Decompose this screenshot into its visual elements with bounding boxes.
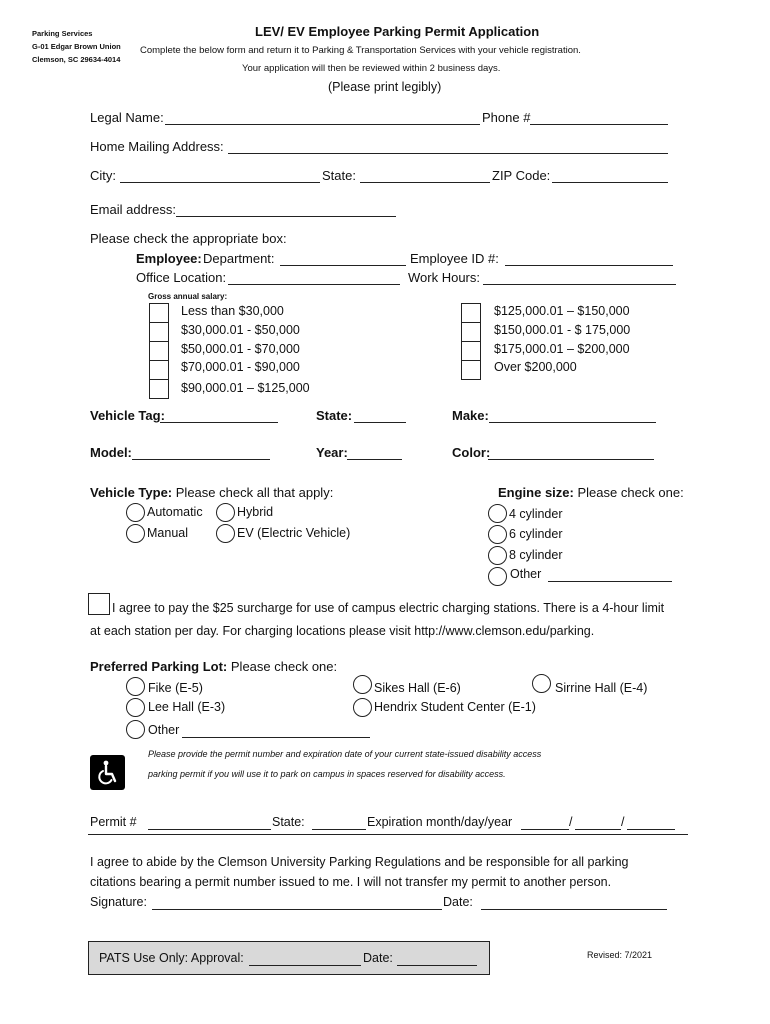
- lot-radio[interactable]: [532, 674, 551, 693]
- vehicle-type-option: EV (Electric Vehicle): [237, 526, 351, 540]
- signature-date-label: Date:: [443, 895, 473, 909]
- date-separator: /: [569, 815, 573, 829]
- salary-option: $70,000.01 - $90,000: [181, 360, 300, 374]
- phone-field[interactable]: [530, 124, 668, 125]
- salary-option: Over $200,000: [494, 360, 577, 374]
- salary-label: Gross annual salary:: [148, 292, 228, 301]
- vehicle-type-radio[interactable]: [126, 524, 145, 543]
- salary-checkbox[interactable]: [149, 379, 169, 399]
- color-label: Color:: [452, 445, 491, 460]
- engine-size-heading: [498, 485, 684, 500]
- engine-size-label: Engine size:: [498, 485, 574, 500]
- surcharge-checkbox[interactable]: [88, 593, 110, 615]
- phone-label: Phone #: [482, 110, 531, 125]
- lot-radio[interactable]: [353, 675, 372, 694]
- lot-option: Fike (E-5): [148, 681, 203, 695]
- salary-option: $175,000.01 – $200,000: [494, 342, 630, 356]
- lot-option: Sikes Hall (E-6): [374, 681, 461, 695]
- office-street: G-01 Edgar Brown Union: [32, 42, 121, 51]
- department-field[interactable]: [280, 265, 406, 266]
- office-city: Clemson, SC 29634-4014: [32, 55, 121, 64]
- vehicle-tag-label: Vehicle Tag:: [90, 408, 165, 423]
- vehicle-type-label: Vehicle Type:: [90, 485, 173, 500]
- pats-date-field[interactable]: [397, 965, 477, 966]
- lot-radio[interactable]: [126, 698, 145, 717]
- vehicle-type-radio[interactable]: [216, 524, 235, 543]
- employee-id-label: Employee ID #:: [410, 251, 499, 266]
- office-name: Parking Services: [32, 29, 93, 38]
- work-hours-field[interactable]: [483, 284, 676, 285]
- mailing-label: Home Mailing Address:: [90, 139, 224, 154]
- engine-other-field[interactable]: [548, 581, 672, 582]
- engine-radio[interactable]: [488, 504, 507, 523]
- regulations-text-2: citations bearing a permit number issued to me. I will not transfer my permit to another person.: [90, 875, 612, 889]
- regulations-text-1: I agree to abide by the Clemson University Parking Regulations and be responsible for all parking: [90, 855, 629, 869]
- permit-label: Permit #: [90, 815, 137, 829]
- engine-option: Other: [510, 567, 542, 581]
- check-box-instruction: Please check the appropriate box:: [90, 231, 287, 246]
- permit-state-field[interactable]: [312, 829, 366, 830]
- accessibility-icon: [90, 755, 125, 790]
- lot-option: Other: [148, 723, 180, 737]
- department-label: Department:: [203, 251, 275, 266]
- lot-option: Lee Hall (E-3): [148, 700, 226, 714]
- lot-other-field[interactable]: [182, 737, 370, 738]
- salary-checkbox[interactable]: [149, 341, 169, 361]
- vehicle-type-radio[interactable]: [216, 503, 235, 522]
- salary-option: $30,000.01 - $50,000: [181, 323, 300, 337]
- employee-id-field[interactable]: [505, 265, 673, 266]
- pats-approval-field[interactable]: [249, 965, 361, 966]
- engine-option: 8 cylinder: [509, 548, 563, 562]
- year-field[interactable]: [347, 459, 402, 460]
- instructions-2: Your application will then be reviewed within 2 business days.: [242, 63, 501, 74]
- employee-label: Employee:: [136, 251, 202, 266]
- vehicle-type-heading: [90, 485, 333, 500]
- engine-radio[interactable]: [488, 546, 507, 565]
- salary-option: $125,000.01 – $150,000: [494, 304, 630, 318]
- revised-date: Revised: 7/2021: [587, 950, 653, 960]
- lot-option: Sirrine Hall (E-4): [555, 681, 648, 695]
- expiration-label: Expiration month/day/year: [367, 815, 513, 829]
- permit-number-field[interactable]: [148, 829, 271, 830]
- pats-approval-label: PATS Use Only: Approval:: [99, 951, 244, 965]
- legal-name-label: Legal Name:: [90, 110, 164, 125]
- signature-date-field[interactable]: [481, 909, 667, 910]
- form-title: LEV/ EV Employee Parking Permit Application: [255, 24, 540, 39]
- vehicle-type-radio[interactable]: [126, 503, 145, 522]
- color-field[interactable]: [488, 459, 654, 460]
- make-field[interactable]: [489, 422, 656, 423]
- model-label: Model:: [90, 445, 132, 460]
- email-label: Email address:: [90, 202, 176, 217]
- salary-checkbox[interactable]: [461, 360, 481, 380]
- salary-checkbox[interactable]: [461, 303, 481, 323]
- permit-state-label: State:: [272, 815, 305, 829]
- parking-lot-heading: [90, 659, 337, 674]
- lot-option: Hendrix Student Center (E-1): [374, 700, 536, 714]
- state-label: State:: [322, 168, 356, 183]
- vehicle-type-option: Hybrid: [237, 505, 274, 519]
- salary-checkbox[interactable]: [149, 303, 169, 323]
- zip-field[interactable]: [552, 182, 668, 183]
- lot-radio[interactable]: [126, 677, 145, 696]
- salary-checkbox[interactable]: [461, 341, 481, 361]
- vehicle-type-hint: Please check all that apply:: [175, 485, 334, 500]
- salary-option: $150,000.01 - $ 175,000: [494, 323, 631, 337]
- engine-radio[interactable]: [488, 525, 507, 544]
- make-label: Make:: [452, 408, 489, 423]
- parking-lot-hint: Please check one:: [230, 659, 338, 674]
- parking-lot-label: Preferred Parking Lot:: [90, 659, 228, 674]
- zip-label: ZIP Code:: [492, 168, 551, 183]
- expiration-year-field[interactable]: [627, 829, 675, 830]
- salary-option: $90,000.01 – $125,000: [181, 381, 310, 395]
- salary-checkbox[interactable]: [461, 322, 481, 342]
- disability-note-2: parking permit if you will use it to park on campus in spaces reserved for disability access.: [148, 769, 506, 779]
- city-field[interactable]: [120, 182, 320, 183]
- instructions-1: Complete the below form and return it to Parking & Transportation Services with your vehicle registration.: [140, 45, 581, 56]
- lot-radio[interactable]: [126, 720, 145, 739]
- salary-option: $50,000.01 - $70,000: [181, 342, 300, 356]
- engine-radio[interactable]: [488, 567, 507, 586]
- city-label: City:: [90, 168, 116, 183]
- vehicle-state-field[interactable]: [354, 422, 406, 423]
- year-label: Year:: [316, 445, 348, 460]
- pats-use-only-box: [88, 941, 490, 975]
- date-separator: /: [621, 815, 625, 829]
- mailing-field[interactable]: [228, 153, 668, 154]
- expiration-day-field[interactable]: [575, 829, 621, 830]
- email-field[interactable]: [176, 216, 396, 217]
- vehicle-tag-field[interactable]: [160, 422, 278, 423]
- signature-label: Signature:: [90, 895, 147, 909]
- legal-name-field[interactable]: [165, 124, 480, 125]
- surcharge-text-1: I agree to pay the $25 surcharge for use of campus electric charging stations. There is a 4-hour limit: [112, 601, 665, 615]
- state-field[interactable]: [360, 182, 490, 183]
- office-location-label: Office Location:: [136, 270, 227, 285]
- expiration-month-field[interactable]: [521, 829, 569, 830]
- engine-option: 4 cylinder: [509, 507, 563, 521]
- pats-date-label: Date:: [363, 951, 393, 965]
- salary-checkbox[interactable]: [149, 360, 169, 380]
- engine-size-hint: Please check one:: [577, 485, 684, 500]
- vehicle-state-label: State:: [316, 408, 353, 423]
- section-divider: [88, 834, 688, 835]
- surcharge-text-2: at each station per day. For charging locations please visit http://www.clemson.edu/parking.: [90, 624, 595, 638]
- print-note: (Please print legibly): [328, 80, 442, 94]
- vehicle-type-option: Manual: [147, 526, 188, 540]
- work-hours-label: Work Hours:: [408, 270, 480, 285]
- lot-radio[interactable]: [353, 698, 372, 717]
- signature-field[interactable]: [152, 909, 442, 910]
- engine-option: 6 cylinder: [509, 527, 563, 541]
- disability-note-1: Please provide the permit number and expiration date of your current state-issued disability access: [148, 749, 542, 759]
- salary-checkbox[interactable]: [149, 322, 169, 342]
- vehicle-type-option: Automatic: [147, 505, 203, 519]
- office-location-field[interactable]: [228, 284, 400, 285]
- model-field[interactable]: [132, 459, 270, 460]
- salary-option: Less than $30,000: [181, 304, 284, 318]
